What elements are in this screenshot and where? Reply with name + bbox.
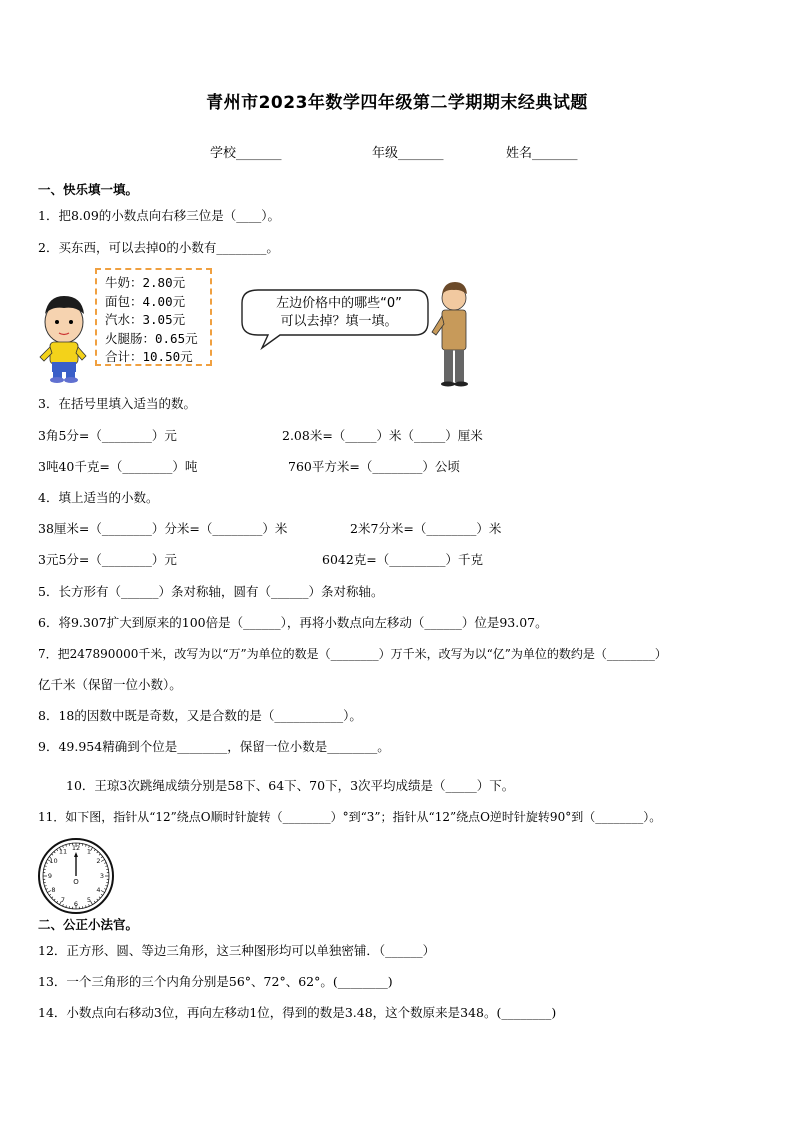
teacher-figure-icon	[432, 282, 468, 387]
question-3c: 3吨40千克=（________）吨	[38, 459, 198, 474]
svg-text:5: 5	[86, 896, 92, 904]
question-7-line-2: 亿千米（保留一位小数）。	[38, 677, 182, 692]
boy-figure-icon	[40, 296, 86, 383]
clock-face-icon	[36, 836, 116, 916]
question-13: 13．一个三角形的三个内角分别是56°、72°、62°。(________)	[38, 974, 393, 989]
question-11: 11．如下图，指针从“12”绕点O顺时针旋转（________）°到“3”；指针从“12”绕点O逆时针旋转90°到（________）。	[38, 810, 662, 824]
question-4: 4．填上适当的小数。	[38, 490, 159, 505]
svg-text:9: 9	[47, 872, 53, 880]
question-3: 3．在括号里填入适当的数。	[38, 396, 196, 411]
question-1: 1．把8.09的小数点向右移三位是（____）。	[38, 208, 281, 223]
price-item: 火腿肠：0.65元	[105, 330, 198, 346]
question-4a: 38厘米=（________）分米=（________）米	[38, 521, 288, 536]
svg-text:4: 4	[96, 886, 101, 894]
price-list	[95, 268, 212, 366]
question-10: 10．王琼3次跳绳成绩分别是58下、64下、70下，3次平均成绩是（_____）下。	[66, 778, 515, 793]
price-item: 面包：4.00元	[105, 293, 186, 309]
question-9: 9．49.954精确到个位是________，保留一位小数是________。	[38, 739, 390, 754]
question-4b: 2米7分米=（________）米	[350, 521, 502, 536]
question-3d: 760平方米=（________）公顷	[288, 459, 460, 474]
school-field: 学校_______	[210, 146, 282, 161]
price-item: 牛奶：2.80元	[105, 275, 186, 290]
grade-field: 年级_______	[372, 146, 444, 161]
svg-text:7: 7	[60, 896, 66, 904]
clock-center-label: O	[73, 878, 79, 886]
question-3b: 2.08米=（_____）米（_____）厘米	[282, 428, 483, 443]
speech-line: 可以去掉？填一填。	[280, 314, 398, 329]
question-14: 14．小数点向右移动3位，再向左移动1位，得到的数是3.48，这个数原来是348。(________)	[38, 1005, 557, 1020]
svg-text:8: 8	[51, 886, 56, 894]
page-title: 青州市2023年数学四年级第二学期期末经典试题	[206, 93, 588, 113]
svg-text:2: 2	[96, 857, 101, 865]
svg-text:6: 6	[73, 900, 79, 908]
price-total: 合计：10.50元	[105, 349, 193, 364]
question-2: 2．买东西，可以去掉0的小数有________。	[38, 240, 279, 255]
svg-text:3: 3	[99, 872, 105, 880]
svg-text:12: 12	[71, 844, 81, 852]
svg-text:10: 10	[49, 857, 58, 865]
svg-text:1: 1	[86, 847, 92, 856]
section-two-heading: 二、公正小法官。	[38, 917, 139, 932]
question-6: 6．将9.307扩大到原来的100倍是（______），再将小数点向左移动（______）位是93.07。	[38, 615, 548, 630]
question-5: 5．长方形有（______）条对称轴，圆有（______）条对称轴。	[38, 584, 384, 599]
svg-text:11: 11	[58, 847, 68, 856]
section-one-heading: 一、快乐填一填。	[38, 182, 139, 197]
speech-bubble-text	[250, 295, 428, 331]
price-item: 汽水：3.05元	[105, 312, 186, 327]
question-4d: 6042克=（_________）千克	[322, 552, 484, 567]
question-3a: 3角5分=（________）元	[38, 428, 177, 443]
speech-line: 左边价格中的哪些“0”	[276, 296, 402, 311]
question-4c: 3元5分=（________）元	[38, 552, 177, 567]
question-8: 8．18的因数中既是奇数，又是合数的是（___________）。	[38, 708, 362, 723]
question-7-line-1: 7．把247890000千米，改写为以“万”为单位的数是（________）万千米，改写为以“亿”为单位的数约是（________）	[38, 647, 667, 661]
question-12: 12．正方形、圆、等边三角形，这三种图形均可以单独密铺．（______）	[38, 943, 436, 958]
name-field: 姓名_______	[506, 146, 578, 161]
